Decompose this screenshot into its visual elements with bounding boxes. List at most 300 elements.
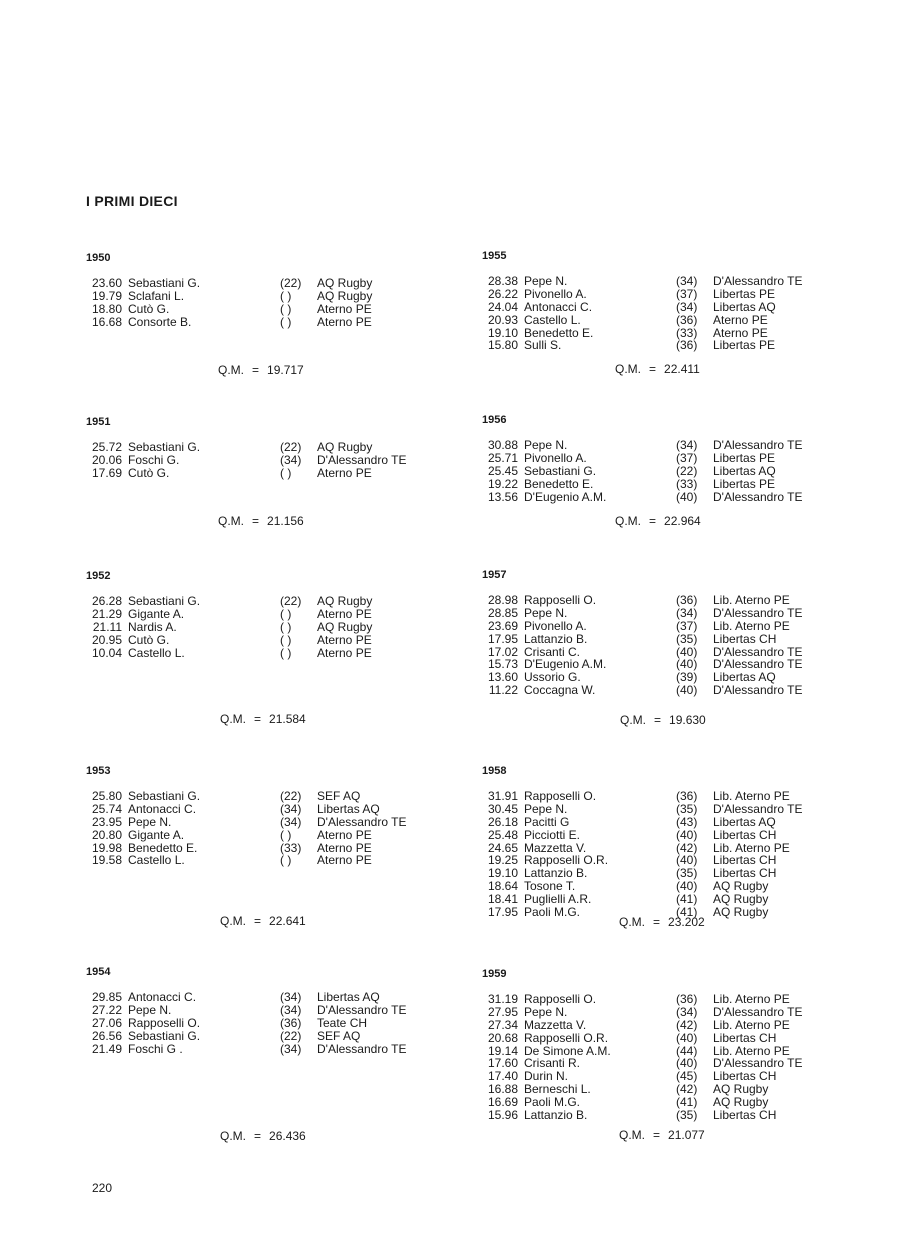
birth-year: (22) [280, 276, 302, 290]
result-row [86, 277, 486, 290]
club: D'Alessandro TE [713, 1004, 803, 1019]
result-row [86, 441, 486, 454]
qm-line-1951 [218, 514, 304, 528]
score: 26.18 [487, 814, 518, 829]
athlete-name: Pepe N. [524, 274, 568, 288]
result-row [482, 478, 882, 491]
result-row [482, 1032, 882, 1045]
score: 26.28 [91, 594, 122, 608]
birth-year: (33) [676, 476, 698, 491]
year-block-1955 [482, 250, 882, 352]
athlete-name: Berneschi L. [524, 1082, 591, 1097]
score: 25.71 [487, 450, 518, 465]
score: 19.10 [487, 325, 518, 340]
athlete-name: Foschi G. [128, 452, 180, 467]
athlete-name: Crisanti R. [524, 1056, 581, 1071]
athlete-name: Paoli M.G. [524, 1095, 581, 1110]
qm-value: 22.411 [664, 362, 700, 376]
score: 27.22 [91, 1002, 122, 1017]
athlete-name: D'Eugenio A.M. [524, 657, 607, 672]
score: 17.69 [91, 465, 122, 480]
qm-value: 26.436 [269, 1129, 306, 1143]
qm-label: Q.M. [620, 713, 646, 727]
birth-year: (34) [280, 452, 302, 467]
athlete-name: Lattanzio B. [524, 631, 588, 646]
qm-value: 22.641 [269, 914, 306, 928]
result-row [86, 290, 486, 303]
birth-year: (35) [676, 801, 698, 816]
athlete-name: Sclafani L. [128, 288, 185, 303]
birth-year: (40) [676, 683, 698, 698]
birth-year: ( ) [280, 465, 292, 480]
club: Lib. Aterno PE [713, 789, 790, 803]
birth-year: (34) [280, 1041, 302, 1056]
score: 17.95 [487, 905, 518, 920]
year-heading: 1954 [86, 966, 111, 978]
qm-line-1954 [220, 1129, 306, 1143]
result-row [482, 829, 882, 842]
qm-line-1953 [220, 914, 306, 928]
score: 25.48 [487, 827, 518, 842]
athlete-name: Ussorio G. [524, 670, 581, 685]
athlete-name: Rapposelli O.R. [524, 853, 609, 868]
birth-year: (36) [280, 1015, 302, 1030]
birth-year: (45) [676, 1069, 698, 1084]
club: AQ Rugby [713, 1095, 769, 1110]
club: Aterno PE [713, 312, 768, 327]
qm-label: Q.M. [220, 1129, 246, 1143]
athlete-name: Pepe N. [524, 1004, 568, 1019]
qm-line-1957 [620, 713, 706, 727]
birth-year: (36) [676, 992, 698, 1006]
year-heading: 1956 [482, 414, 507, 426]
score: 23.60 [91, 276, 122, 290]
result-row [86, 854, 486, 867]
club: AQ Rugby [317, 440, 373, 454]
club: Libertas AQ [713, 814, 776, 829]
birth-year: (33) [280, 840, 302, 855]
result-row [482, 684, 882, 697]
year-heading: 1950 [86, 252, 111, 264]
score: 27.95 [487, 1004, 518, 1019]
result-row [482, 339, 882, 352]
year-heading: 1955 [482, 250, 507, 262]
year-block-1957 [482, 569, 882, 697]
score: 20.93 [487, 312, 518, 327]
result-row [86, 316, 486, 329]
birth-year: (37) [676, 450, 698, 465]
club: SEF AQ [317, 1028, 361, 1043]
results-list [482, 993, 882, 1122]
birth-year: ( ) [280, 632, 292, 647]
birth-year: (40) [676, 853, 698, 868]
birth-year: (36) [676, 338, 698, 353]
result-row [86, 608, 486, 621]
results-list [86, 991, 486, 1055]
qm-equals: = [254, 712, 262, 726]
score: 20.06 [91, 452, 122, 467]
score: 31.91 [487, 789, 518, 803]
score: 19.10 [487, 866, 518, 881]
score: 19.79 [91, 288, 122, 303]
athlete-name: Mazzetta V. [524, 840, 587, 855]
athlete-name: Pepe N. [128, 814, 172, 829]
athlete-name: Coccagna W. [524, 683, 596, 698]
qm-label: Q.M. [619, 1128, 645, 1142]
birth-year: (36) [676, 593, 698, 607]
athlete-name: Puglielli A.R. [524, 892, 592, 907]
club: Libertas AQ [317, 801, 380, 816]
club: Libertas AQ [713, 299, 776, 314]
score: 16.68 [91, 314, 122, 329]
birth-year: (41) [676, 892, 698, 907]
birth-year: (39) [676, 670, 698, 685]
score: 19.14 [487, 1043, 518, 1058]
club: SEF AQ [317, 789, 361, 803]
score: 26.22 [487, 286, 518, 301]
score: 24.65 [487, 840, 518, 855]
club: Libertas CH [713, 1108, 777, 1123]
athlete-name: Cutò G. [128, 301, 170, 316]
score: 28.85 [487, 605, 518, 620]
score: 31.19 [487, 992, 518, 1006]
result-row [482, 816, 882, 829]
athlete-name: Sebastiani G. [128, 594, 201, 608]
club: Aterno PE [317, 645, 372, 660]
year-block-1959 [482, 968, 882, 1122]
birth-year: ( ) [280, 606, 292, 621]
birth-year: (22) [676, 463, 698, 478]
qm-value: 22.964 [664, 514, 701, 528]
score: 13.56 [487, 489, 518, 504]
result-row [86, 454, 486, 467]
score: 20.95 [91, 632, 122, 647]
athlete-name: Pepe N. [524, 801, 568, 816]
birth-year: (37) [676, 618, 698, 633]
birth-year: (34) [280, 990, 302, 1004]
score: 23.69 [487, 618, 518, 633]
score: 21.11 [92, 619, 122, 634]
birth-year: ( ) [280, 853, 292, 868]
qm-line-1959 [619, 1128, 705, 1142]
qm-value: 19.630 [669, 713, 706, 727]
result-row [86, 1043, 486, 1056]
birth-year: (40) [676, 1030, 698, 1045]
results-list [86, 790, 486, 867]
qm-equals: = [252, 514, 260, 528]
score: 16.88 [487, 1082, 518, 1097]
result-row [482, 633, 882, 646]
qm-equals: = [649, 362, 657, 376]
athlete-name: Rapposelli O. [524, 593, 597, 607]
score: 11.22 [488, 683, 518, 698]
club: AQ Rugby [713, 892, 769, 907]
club: Lib. Aterno PE [713, 840, 790, 855]
result-row [482, 594, 882, 607]
club: D'Alessandro TE [713, 644, 803, 659]
athlete-name: Sebastiani G. [524, 463, 597, 478]
athlete-name: Gigante A. [128, 606, 185, 621]
score: 19.98 [91, 840, 122, 855]
athlete-name: Castello L. [524, 312, 581, 327]
score: 29.85 [91, 990, 122, 1004]
result-row [482, 1006, 882, 1019]
athlete-name: Benedetto E. [524, 476, 594, 491]
birth-year: (41) [676, 905, 698, 920]
qm-equals: = [654, 713, 662, 727]
birth-year: (40) [676, 644, 698, 659]
birth-year: ( ) [280, 301, 292, 316]
club: Aterno PE [713, 325, 768, 340]
birth-year: (42) [676, 1082, 698, 1097]
result-row [86, 991, 486, 1004]
birth-year: ( ) [280, 619, 292, 634]
result-row [482, 803, 882, 816]
club: Aterno PE [317, 632, 372, 647]
club: D'Alessandro TE [713, 438, 803, 452]
club: Libertas PE [713, 286, 776, 301]
athlete-name: Paoli M.G. [524, 905, 581, 920]
score: 20.68 [487, 1030, 518, 1045]
athlete-name: Tosone T. [524, 879, 576, 894]
athlete-name: Antonacci C. [128, 801, 197, 816]
qm-line-1955 [615, 362, 700, 376]
athlete-name: Pepe N. [524, 605, 568, 620]
athlete-name: Picciotti E. [524, 827, 581, 842]
athlete-name: Cutò G. [128, 632, 170, 647]
club: D'Alessandro TE [713, 605, 803, 620]
athlete-name: Pacitti G [524, 814, 570, 829]
score: 15.80 [487, 338, 518, 353]
birth-year: (43) [676, 814, 698, 829]
result-row [482, 620, 882, 633]
birth-year: ( ) [280, 645, 292, 660]
club: Libertas AQ [317, 990, 380, 1004]
year-heading: 1952 [86, 570, 111, 582]
score: 25.72 [91, 440, 122, 454]
club: AQ Rugby [713, 905, 769, 920]
qm-label: Q.M. [615, 362, 641, 376]
athlete-name: Sebastiani G. [128, 276, 201, 290]
birth-year: (40) [676, 879, 698, 894]
score: 27.06 [91, 1015, 122, 1030]
athlete-name: Pivonello A. [524, 286, 587, 301]
year-heading: 1953 [86, 765, 111, 777]
qm-equals: = [254, 1129, 262, 1143]
athlete-name: Rapposelli O. [524, 992, 597, 1006]
birth-year: ( ) [280, 827, 292, 842]
athlete-name: D'Eugenio A.M. [524, 489, 607, 504]
year-block-1953 [86, 765, 486, 867]
score: 21.29 [91, 606, 122, 621]
qm-label: Q.M. [218, 514, 244, 528]
club: AQ Rugby [317, 288, 373, 303]
birth-year: (37) [676, 286, 698, 301]
club: D'Alessandro TE [713, 489, 803, 504]
club: AQ Rugby [713, 1082, 769, 1097]
athlete-name: Pepe N. [524, 438, 568, 452]
year-heading: 1957 [482, 569, 507, 581]
athlete-name: Sebastiani G. [128, 1028, 201, 1043]
athlete-name: Nardis A. [128, 619, 177, 634]
score: 23.95 [91, 814, 122, 829]
birth-year: (40) [676, 489, 698, 504]
result-row [86, 790, 486, 803]
athlete-name: Benedetto E. [524, 325, 594, 340]
athlete-name: Durin N. [524, 1069, 569, 1084]
athlete-name: Rapposelli O.R. [524, 1030, 609, 1045]
qm-equals: = [649, 514, 657, 528]
birth-year: (22) [280, 594, 302, 608]
club: D'Alessandro TE [713, 683, 803, 698]
result-row [482, 452, 882, 465]
birth-year: (34) [280, 801, 302, 816]
athlete-name: Sebastiani G. [128, 440, 201, 454]
athlete-name: Gigante A. [128, 827, 185, 842]
club: D'Alessandro TE [713, 274, 803, 288]
club: AQ Rugby [317, 594, 373, 608]
athlete-name: Benedetto E. [128, 840, 198, 855]
club: AQ Rugby [317, 276, 373, 290]
year-block-1958 [482, 765, 882, 919]
score: 16.69 [487, 1095, 518, 1110]
athlete-name: Rapposelli O. [128, 1015, 201, 1030]
birth-year: (40) [676, 827, 698, 842]
result-row [482, 993, 882, 1006]
results-list [86, 595, 486, 659]
club: Libertas CH [713, 631, 777, 646]
club: Libertas PE [713, 450, 776, 465]
score: 20.80 [91, 827, 122, 842]
score: 19.22 [487, 476, 518, 491]
athlete-name: Consorte B. [128, 314, 192, 329]
club: D'Alessandro TE [713, 1056, 803, 1071]
score: 28.38 [487, 274, 518, 288]
qm-value: 21.077 [668, 1128, 705, 1142]
club: Lib. Aterno PE [713, 593, 790, 607]
score: 15.73 [487, 657, 518, 672]
results-list [482, 439, 882, 503]
score: 19.58 [91, 853, 122, 868]
results-list [86, 441, 486, 480]
birth-year: (40) [676, 657, 698, 672]
result-row [86, 829, 486, 842]
result-row [482, 314, 882, 327]
club: Lib. Aterno PE [713, 1043, 790, 1058]
result-row [86, 595, 486, 608]
page-title: I PRIMI DIECI [86, 193, 178, 209]
result-row [86, 816, 486, 829]
qm-equals: = [254, 914, 262, 928]
birth-year: (35) [676, 866, 698, 881]
score: 10.04 [91, 645, 122, 660]
results-list [86, 277, 486, 329]
birth-year: (42) [676, 1017, 698, 1032]
result-row [482, 1109, 882, 1122]
result-row [482, 301, 882, 314]
result-row [482, 465, 882, 478]
qm-equals: = [252, 363, 260, 377]
result-row [482, 439, 882, 452]
score: 13.60 [487, 670, 518, 685]
score: 26.56 [91, 1028, 122, 1043]
qm-label: Q.M. [619, 915, 645, 929]
score: 30.88 [487, 438, 518, 452]
qm-line-1958 [619, 915, 705, 929]
year-block-1950 [86, 252, 486, 329]
athlete-name: Castello L. [128, 853, 185, 868]
athlete-name: Cutò G. [128, 465, 170, 480]
result-row [482, 790, 882, 803]
athlete-name: Rapposelli O. [524, 789, 597, 803]
birth-year: (41) [676, 1095, 698, 1110]
qm-value: 23.202 [668, 915, 705, 929]
qm-label: Q.M. [220, 712, 246, 726]
qm-label: Q.M. [218, 363, 244, 377]
athlete-name: Pivonello A. [524, 618, 587, 633]
club: Aterno PE [317, 314, 372, 329]
club: Libertas CH [713, 1030, 777, 1045]
club: Libertas CH [713, 853, 777, 868]
club: Aterno PE [317, 840, 372, 855]
athlete-name: Lattanzio B. [524, 1108, 588, 1123]
score: 25.80 [91, 789, 122, 803]
result-row [482, 491, 882, 504]
club: Libertas CH [713, 827, 777, 842]
club: Lib. Aterno PE [713, 618, 790, 633]
athlete-name: De Simone A.M. [524, 1043, 611, 1058]
club: Aterno PE [317, 301, 372, 316]
birth-year: ( ) [280, 288, 292, 303]
result-row [86, 803, 486, 816]
score: 28.98 [487, 593, 518, 607]
result-row [86, 1004, 486, 1017]
result-row [86, 303, 486, 316]
club: Aterno PE [317, 827, 372, 842]
birth-year: (35) [676, 631, 698, 646]
club: Aterno PE [317, 465, 372, 480]
club: Libertas AQ [713, 463, 776, 478]
score: 17.60 [487, 1056, 518, 1071]
athlete-name: Antonacci C. [524, 299, 593, 314]
athlete-name: Pepe N. [128, 1002, 172, 1017]
birth-year: (42) [676, 840, 698, 855]
club: D'Alessandro TE [317, 452, 407, 467]
qm-equals: = [653, 1128, 661, 1142]
year-heading: 1959 [482, 968, 507, 980]
athlete-name: Crisanti C. [524, 644, 581, 659]
year-heading: 1958 [482, 765, 507, 777]
birth-year: (34) [676, 605, 698, 620]
qm-value: 21.584 [269, 712, 306, 726]
score: 18.64 [487, 879, 518, 894]
result-row [86, 1017, 486, 1030]
result-row [86, 634, 486, 647]
qm-line-1956 [615, 514, 701, 528]
athlete-name: Sulli S. [524, 338, 562, 353]
birth-year: (22) [280, 1028, 302, 1043]
athlete-name: Antonacci C. [128, 990, 197, 1004]
results-list [482, 275, 882, 352]
birth-year: (34) [676, 274, 698, 288]
qm-line-1950 [218, 363, 304, 377]
club: Libertas CH [713, 866, 777, 881]
result-row [86, 647, 486, 660]
score: 17.02 [487, 644, 518, 659]
club: D'Alessandro TE [713, 657, 803, 672]
year-block-1951 [86, 416, 486, 480]
birth-year: (34) [676, 438, 698, 452]
